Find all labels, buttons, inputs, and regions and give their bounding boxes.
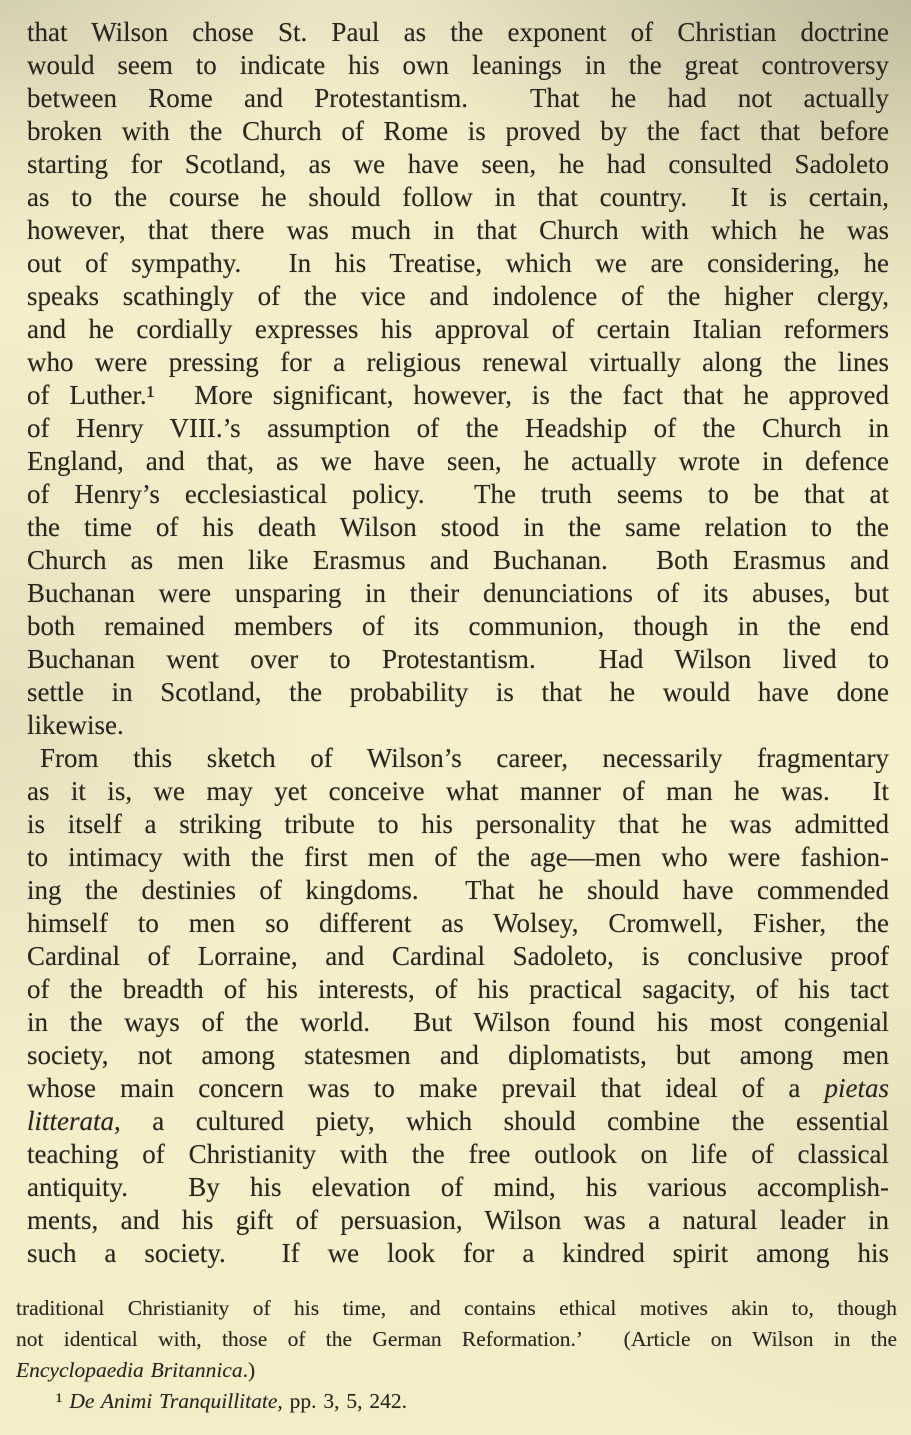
text-line: and he cordially expresses his approval of certain Italian reformers	[27, 314, 889, 344]
text-line: starting for Scotland, as we have seen, he had consulted Sadoleto	[27, 149, 889, 179]
text-line: that Wilson chose St. Paul as the exponent of Christian doctrine	[27, 17, 889, 47]
text-line: broken with the Church of Rome is proved by the fact that before	[27, 116, 889, 146]
paragraph	[16, 1386, 897, 1417]
paragraph	[27, 16, 889, 742]
text-line: England, and that, as we have seen, he actually wrote in defence	[27, 446, 889, 476]
text-line: Buchanan were unsparing in their denunciations of its abuses, but	[27, 578, 889, 608]
paragraph	[16, 1293, 897, 1386]
text-line: who were pressing for a religious renewal virtually along the lines	[27, 347, 889, 377]
text-line: Encyclopaedia Britannica.)	[16, 1358, 256, 1382]
text-line: would seem to indicate his own leanings in the great controversy	[27, 50, 889, 80]
text-line: as it is, we may yet conceive what manner of man he was. It	[27, 776, 889, 806]
text-line: ing the destinies of kingdoms. That he should have commended	[27, 875, 889, 905]
text-line: society, not among statesmen and diplomatists, but among men	[27, 1040, 889, 1070]
text-line: out of sympathy. In his Treatise, which we are considering, he	[27, 248, 889, 278]
text-line: in the ways of the world. But Wilson found his most congenial	[27, 1007, 889, 1037]
text-line: ¹ De Animi Tranquillitate, pp. 3, 5, 242.	[56, 1389, 408, 1413]
text-line: Cardinal of Lorraine, and Cardinal Sadoleto, is conclusive proof	[27, 941, 889, 971]
text-line: traditional Christianity of his time, and contains ethical motives akin to, though	[16, 1296, 897, 1320]
text-line: to intimacy with the first men of the age—men who were fashion-	[27, 842, 889, 872]
text-line: of the breadth of his interests, of his practical sagacity, of his tact	[27, 974, 889, 1004]
text-line: of Luther.¹ More significant, however, is the fact that he approved	[27, 380, 889, 410]
text-line: From this sketch of Wilson’s career, necessarily fragmentary	[40, 743, 889, 773]
text-line: the time of his death Wilson stood in the same relation to the	[27, 512, 889, 542]
text-line: antiquity. By his elevation of mind, his various accomplish-	[27, 1172, 889, 1202]
text-line: litterata, a cultured piety, which should combine the essential	[27, 1106, 889, 1136]
text-line: of Henry’s ecclesiastical policy. The truth seems to be that at	[27, 479, 889, 509]
text-line: likewise.	[27, 710, 124, 740]
text-line: both remained members of its communion, though in the end	[27, 611, 889, 641]
text-line: of Henry VIII.’s assumption of the Headship of the Church in	[27, 413, 889, 443]
text-line: between Rome and Protestantism. That he had not actually	[27, 83, 889, 113]
text-line: ments, and his gift of persuasion, Wilson was a natural leader in	[27, 1205, 889, 1235]
text-line: Buchanan went over to Protestantism. Had Wilson lived to	[27, 644, 889, 674]
text-line: speaks scathingly of the vice and indolence of the higher clergy,	[27, 281, 889, 311]
footnote-section	[0, 1293, 911, 1417]
text-line: himself to men so different as Wolsey, Cromwell, Fisher, the	[27, 908, 889, 938]
paragraph	[27, 742, 889, 1270]
text-line: settle in Scotland, the probability is that he would have done	[27, 677, 889, 707]
text-line: however, that there was much in that Church with which he was	[27, 215, 889, 245]
text-line: teaching of Christianity with the free outlook on life of classical	[27, 1139, 889, 1169]
text-line: whose main concern was to make prevail that ideal of a pietas	[27, 1073, 889, 1103]
text-line: such a society. If we look for a kindred spirit among his	[27, 1238, 889, 1268]
text-line: not identical with, those of the German Reformation.’ (Article on Wilson in the	[16, 1327, 897, 1351]
text-line: is itself a striking tribute to his personality that he was admitted	[27, 809, 889, 839]
text-line: Church as men like Erasmus and Buchanan. Both Erasmus and	[27, 545, 889, 575]
text-line: as to the course he should follow in that country. It is certain,	[27, 182, 889, 212]
